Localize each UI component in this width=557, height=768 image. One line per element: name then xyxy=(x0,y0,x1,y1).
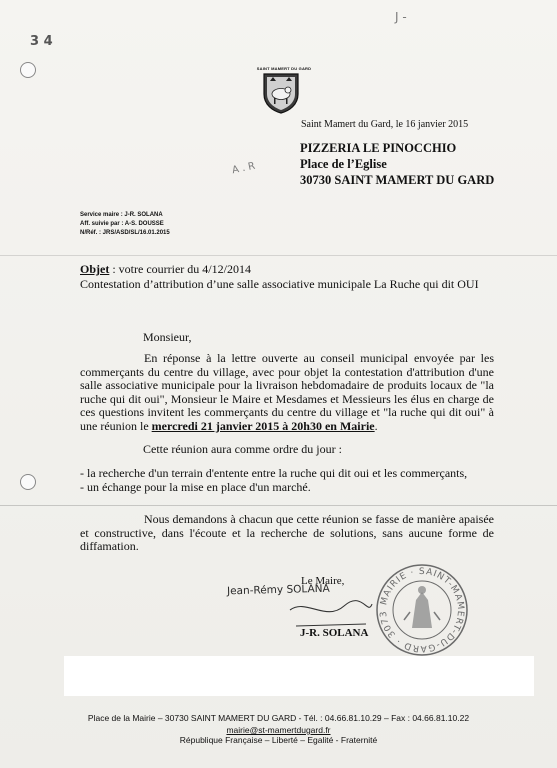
objet-text: : votre courrier du 4/12/2014 xyxy=(109,262,251,276)
body-end: . xyxy=(374,418,378,433)
service-line-1: Service maire : J-R. SOLANA xyxy=(80,212,163,218)
date-line: Saint Mamert du Gard, le 16 janvier 2015 xyxy=(301,119,469,130)
body-paragraph xyxy=(80,352,494,434)
margin-annotation: A . R xyxy=(231,160,257,177)
stamp-mark-annotation: 3 4 xyxy=(30,34,53,49)
agenda-item: - la recherche d'un terrain d'entente entre la ruche qui dit oui et les commerçants, xyxy=(80,466,468,480)
agenda-intro: Cette réunion aura comme ordre du jour : xyxy=(143,442,342,456)
footer-motto: République Française – Liberté – Egalité - Fraternité xyxy=(179,735,378,745)
recipient-street: Place de l’Eglise xyxy=(300,157,387,171)
crest-label: SAINT MAMERT DU GARD xyxy=(256,66,312,71)
stamp-icon xyxy=(374,562,470,658)
meeting-date: mercredi 21 janvier 2015 à 20h30 en Mairie xyxy=(151,418,375,433)
service-line-3: N/Réf. : JRS/ASD/SL/16.01.2015 xyxy=(80,230,170,236)
recipient-city: 30730 SAINT MAMERT DU GARD xyxy=(300,173,495,187)
footer-email[interactable]: mairie@st-mamertdugard.fr xyxy=(226,725,331,735)
fold-line-bottom xyxy=(0,505,557,506)
punch-hole-top xyxy=(20,62,36,78)
punch-hole-bottom xyxy=(20,474,36,490)
coat-of-arms-icon xyxy=(262,72,300,114)
greeting: Monsieur, xyxy=(143,330,192,344)
objet-label: Objet xyxy=(80,262,110,276)
signature-title: Le Maire, xyxy=(301,575,345,587)
closing-paragraph: Nous demandons à chacun que cette réunion se fasse de manière apaisée et constructive, dans l'écoute et la recherche de solutions, sans aucune forme de diffamation. xyxy=(80,512,494,554)
agenda-item: - un échange pour la mise en place d'un marché. xyxy=(80,480,311,494)
objet-subject: Contestation d’attribution d’une salle associative municipale La Ruche qui dit OUI xyxy=(80,277,479,291)
body-text: En réponse à la lettre ouverte au conseil municipal envoyée par les commerçants du centre du village, avec pour objet la contestation d'attribution d'une salle associative municipale pour la livraison hebdomadaire de produits locaux de "la ruche qui dit oui", Monsieur le Maire et Mesdames et Messieurs les élus en charge de ces questions invitent les commerçants du centre du village et "la ruche qui dit oui" à une réunion le xyxy=(80,351,494,433)
redacted-area xyxy=(64,656,534,696)
recipient-name: PIZZERIA LE PINOCCHIO xyxy=(300,141,457,155)
corner-annotation: J - xyxy=(395,10,407,24)
footer-address: Place de la Mairie – 30730 SAINT MAMERT DU GARD - Tél. : 04.66.81.10.29 – Fax : 04.66.81.10.22 xyxy=(87,713,470,723)
svg-text:MAIRIE · SAINT-MAMERT-DU-GARD: MAIRIE · SAINT-MAMERT-DU-GARD · 3073 xyxy=(378,566,466,654)
handwritten-signature: Jean-Rémy SOLANA xyxy=(226,582,330,598)
signature-name: J-R. SOLANA xyxy=(300,627,369,639)
fold-line-top xyxy=(0,255,557,256)
objet-block xyxy=(80,262,479,292)
service-line-2: Aff. suivie par : A-S. DOUSSE xyxy=(80,221,164,227)
